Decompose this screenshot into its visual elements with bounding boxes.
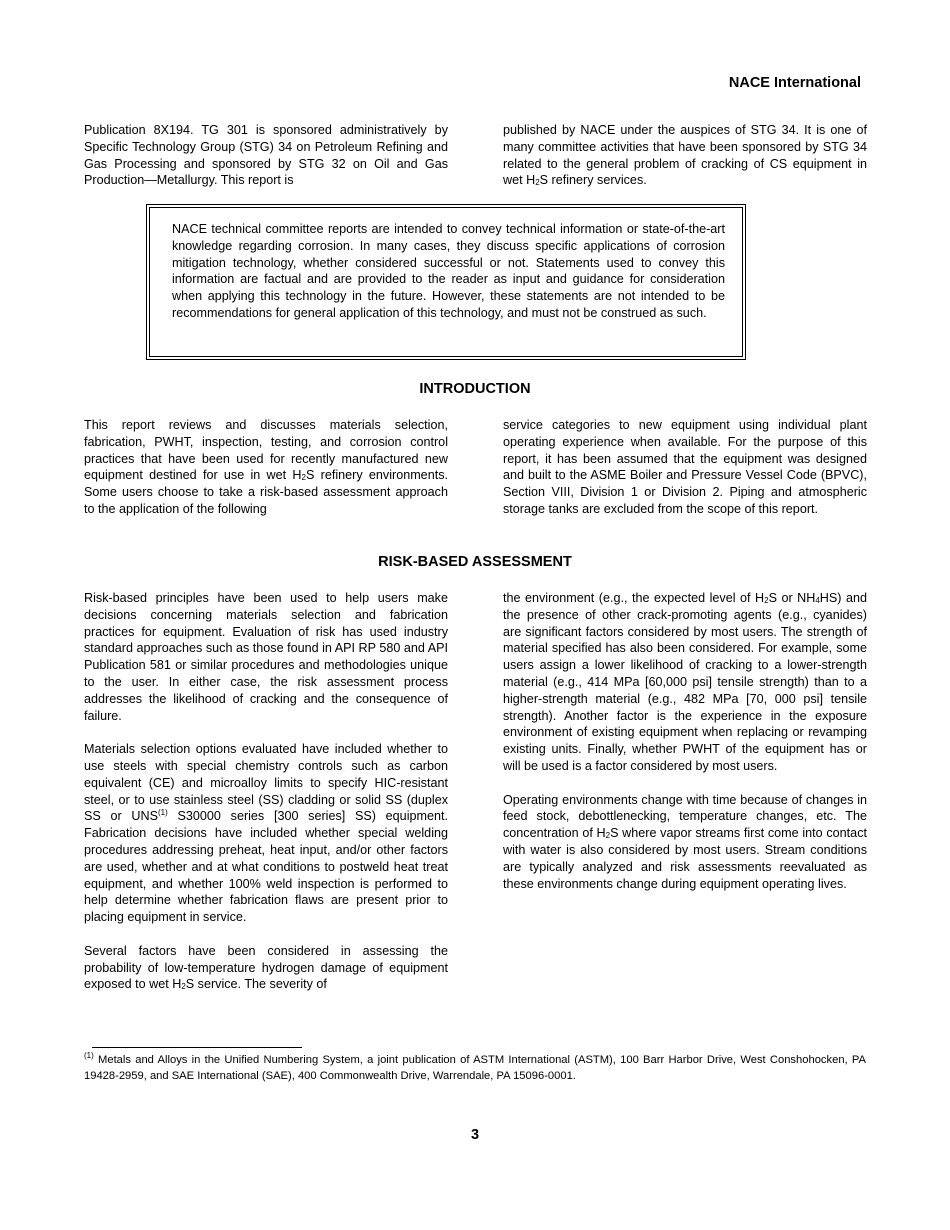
footnote-reference: (1)	[158, 808, 168, 818]
introduction-paragraph-right: service categories to new equipment using individual plant operating experience when available. For the purpose of this report, it has been assumed that the equipment was designed and built to the ASME Boiler and Pressure Vessel Code (BPVC), Section VIII, Division 1 or Division 2. Piping and atmospheric storage tanks are excluded from the scope of this report.	[503, 418, 867, 516]
continued-paragraph-left: Publication 8X194. TG 301 is sponsored administratively by Specific Technology Group (STG) 34 on Petroleum Refining and Gas Processing and sponsored by STG 32 on Oil and Gas Production—Metallurgy. This report is	[84, 123, 448, 188]
notice-box	[146, 204, 746, 360]
footnote-rule	[92, 1047, 302, 1048]
risk-right-column	[503, 590, 867, 892]
continued-paragraph-right: published by NACE under the auspices of STG 34. It is one of many committee activities that have been sponsored by STG 34 related to the general problem of cracking of CS equipment in wet $H_2S$ refinery services.	[503, 123, 867, 188]
intro-top-left-column	[84, 122, 448, 189]
introduction-right-column	[503, 417, 867, 518]
risk-paragraph-5: Operating environments change with time because of changes in feed stock, debottlenecking, temperature changes, etc. The concentration of $H_2S$ where vapor streams first come into contact with water is also considered by most users. Stream conditions are typically analyzed and risk assessments reevaluated as these environments change during equipment operating lives.	[503, 792, 867, 891]
running-header: NACE International	[728, 75, 861, 91]
footnote: $^{(1)}$ Metals and Alloys in the Unified Numbering System, a joint publication of ASTM International (ASTM), 100 Barr Harbor Drive, West Conshohocken, PA 19428-2959, and SAE International (SAE), 400 Commonwealth Drive, Warrendale, PA 15096-0001.	[84, 1051, 866, 1082]
risk-paragraph-2: Materials selection options evaluated have included whether to use steels with special chemistry controls such as carbon equivalent (CE) and microalloy limits to specify HIC-resistant steel, or to use stainless steel (SS) cladding or solid SS (duplex SS or UNS$^{(1)}$ S30000 series [300 series] SS) equipment. Fabrication decisions have included whether special welding procedures addressing preheat, heat input, and/or other factors are used, whether and at what conditions to postweld heat treat equipment, and whether 100% weld inspection is performed to help determine whether fabrication flaws are present prior to placing equipment in service.	[84, 742, 448, 925]
risk-paragraph-4: the environment (e.g., the expected level of $H_2S$ or $NH_4HS$) and the presence of other crack-promoting agents (e.g., cyanides) are significant factors considered by most users. The strength of material specified has also been considered. For example, some users assign a lower likelihood of cracking to a lower-strength material (e.g., 414 MPa [60,000 psi] tensile strength) than to a higher-strength material (e.g., 482 MPa [70, 000 psi] tensile strength). Another factor is the experience in the exposure environment of existing equipment when replacing or revamping existing units. Finally, whether PWHT of the equipment has or will be used is a factor considered by most users.	[503, 591, 867, 773]
introduction-paragraph-left: This report reviews and discusses materials selection, fabrication, PWHT, inspection, testing, and corrosion control practices that have been used for recently manufactured new equipment destined for use in wet $H_2S$ refinery environments. Some users choose to take a risk-based assessment approach to the application of the following	[84, 418, 448, 516]
notice-text: NACE technical committee reports are intended to convey technical information or state-of-the-art knowledge regarding corrosion. In many cases, they discuss specific applications of corrosion mitigation technology, whether considered successful or not. Statements used to convey this information are factual and are provided to the reader as input and guidance for consideration when applying this technology in the future. However, these statements are not intended to be recommendations for general application of this technology, and must not be construed as such.	[149, 207, 743, 357]
intro-top-right-column	[503, 122, 867, 189]
introduction-left-column	[84, 417, 448, 518]
risk-assessment-heading: RISK-BASED ASSESSMENT	[378, 554, 572, 570]
page-number: 3	[470, 1127, 480, 1143]
risk-left-column	[84, 590, 448, 993]
risk-paragraph-1: Risk-based principles have been used to help users make decisions concerning materials selection and fabrication practices for equipment. Evaluation of risk has used industry standard approaches such as those found in API RP 580 and API Publication 581 or similar procedures and methodologies unique to the user. In either case, the risk assessment process addresses the likelihood of cracking and the consequence of failure.	[84, 591, 448, 723]
footnote-marker: (1)	[84, 1051, 94, 1060]
introduction-heading: INTRODUCTION	[419, 381, 531, 397]
risk-paragraph-3: Several factors have been considered in assessing the probability of low-temperature hydrogen damage of equipment exposed to wet $H_2S$ service. The severity of	[84, 943, 448, 992]
